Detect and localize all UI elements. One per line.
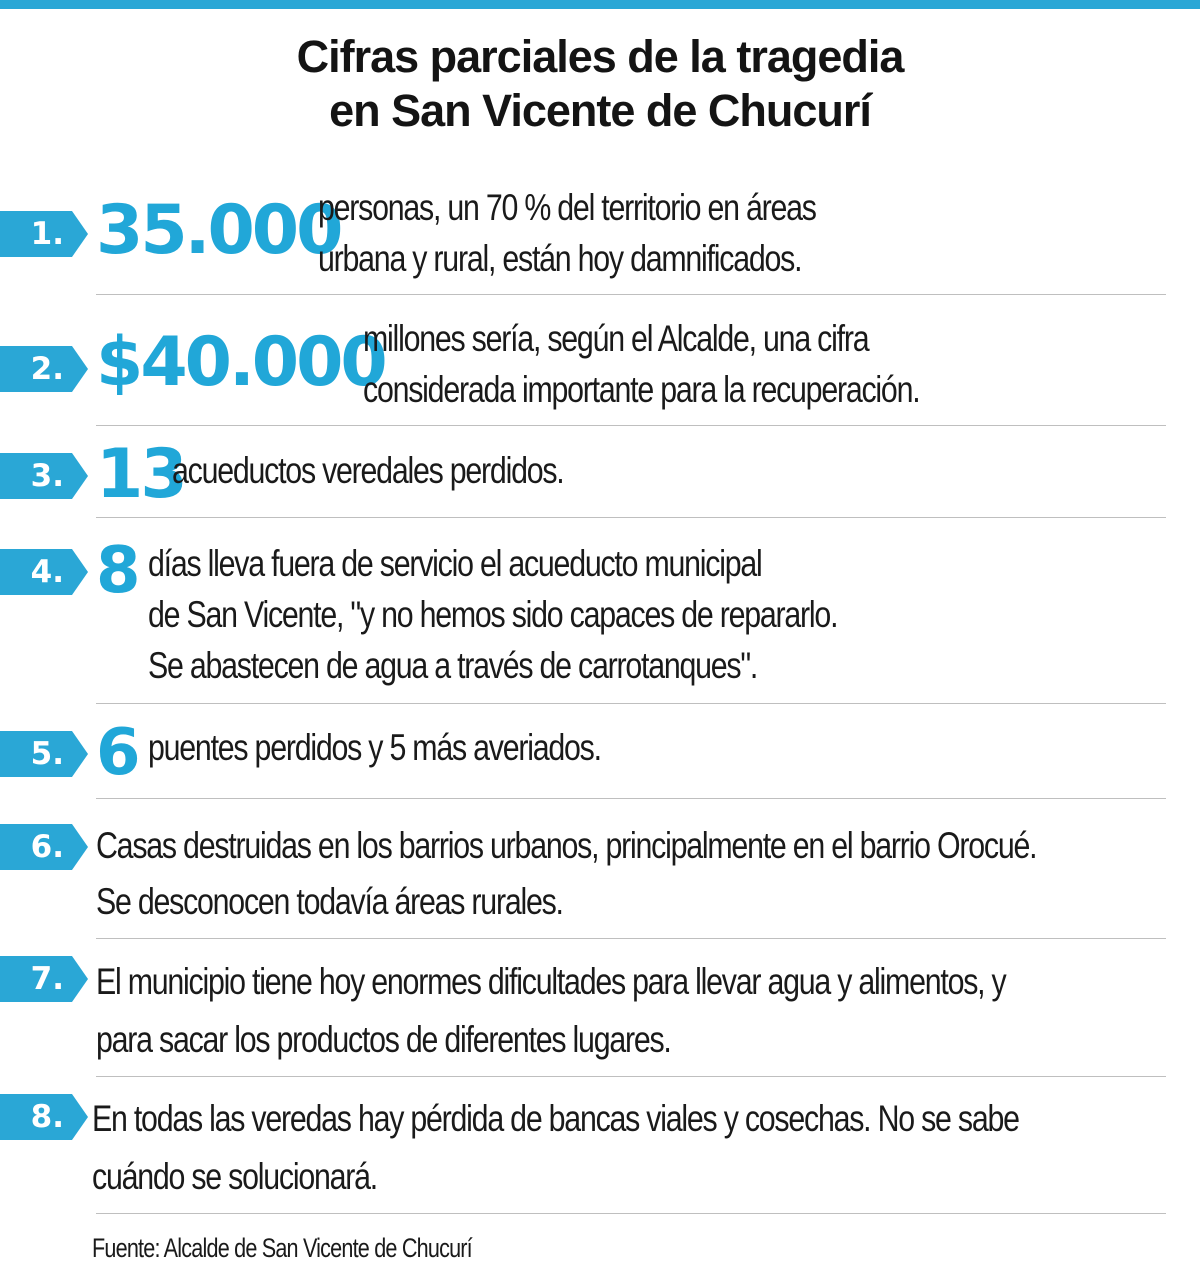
badge-3: 3. [0, 453, 72, 499]
badge-6: 6. [0, 824, 72, 870]
source-note: Fuente: Alcalde de San Vicente de Chucurí [92, 1233, 472, 1263]
item-4-text [148, 538, 837, 691]
divider [96, 703, 1166, 704]
item-2-text [363, 313, 919, 415]
divider [96, 425, 1166, 426]
item-6-line-1: Casas destruidas en los barrios urbanos, principalmente en el barrio Orocué. [96, 825, 1037, 866]
divider [96, 517, 1166, 518]
divider [96, 1076, 1166, 1077]
item-4-line-1: días lleva fuera de servicio el acueducto municipal [148, 543, 762, 584]
figure-1: 35.000 [96, 191, 341, 270]
item-3-line-1: acueductos veredales perdidos. [172, 450, 564, 491]
badge-2: 2. [0, 346, 72, 392]
title-line-1: Cifras parciales de la tragedia [296, 31, 904, 82]
figure-5: 6 [96, 716, 138, 790]
badge-5: 5. [0, 731, 72, 777]
badge-1: 1. [0, 211, 72, 257]
item-4-line-2: de San Vicente, "y no hemos sido capaces de repararlo. [148, 594, 838, 635]
item-6-text [96, 818, 1036, 930]
top-accent-rule [0, 0, 1200, 9]
item-8-line-1: En todas las veredas hay pérdida de bancas viales y cosechas. No se sabe [92, 1098, 1019, 1139]
item-3-text [172, 445, 564, 496]
badge-7: 7. [0, 956, 72, 1002]
item-1-text [318, 182, 816, 284]
divider [96, 938, 1166, 939]
figure-4: 8 [96, 534, 138, 608]
item-7-line-1: El municipio tiene hoy enormes dificultades para llevar agua y alimentos, y [96, 961, 1006, 1002]
badge-4: 4. [0, 549, 72, 595]
item-4-line-3: Se abastecen de agua a través de carrotanques". [148, 645, 758, 686]
item-7-text [96, 953, 1005, 1069]
item-1-line-2: urbana y rural, están hoy damnificados. [318, 238, 802, 279]
figure-3: 13 [96, 435, 185, 514]
divider [96, 1213, 1166, 1214]
item-7-line-2: para sacar los productos de diferentes lugares. [96, 1019, 671, 1060]
divider [96, 294, 1166, 295]
page-title [0, 30, 1200, 138]
item-8-line-2: cuándo se solucionará. [92, 1156, 377, 1197]
item-5-text [148, 722, 601, 773]
title-line-2: en San Vicente de Chucurí [329, 85, 871, 136]
item-6-line-2: Se desconocen todavía áreas rurales. [96, 881, 563, 922]
badge-8: 8. [0, 1094, 72, 1140]
item-2-line-2: considerada importante para la recuperación. [363, 369, 920, 410]
item-1-line-1: personas, un 70 % del territorio en áreas [318, 187, 816, 228]
item-5-line-1: puentes perdidos y 5 más averiados. [148, 727, 601, 768]
divider [96, 798, 1166, 799]
item-8-text [92, 1090, 1019, 1206]
item-2-line-1: millones sería, según el Alcalde, una cifra [363, 318, 869, 359]
figure-2: $40.000 [96, 323, 385, 402]
